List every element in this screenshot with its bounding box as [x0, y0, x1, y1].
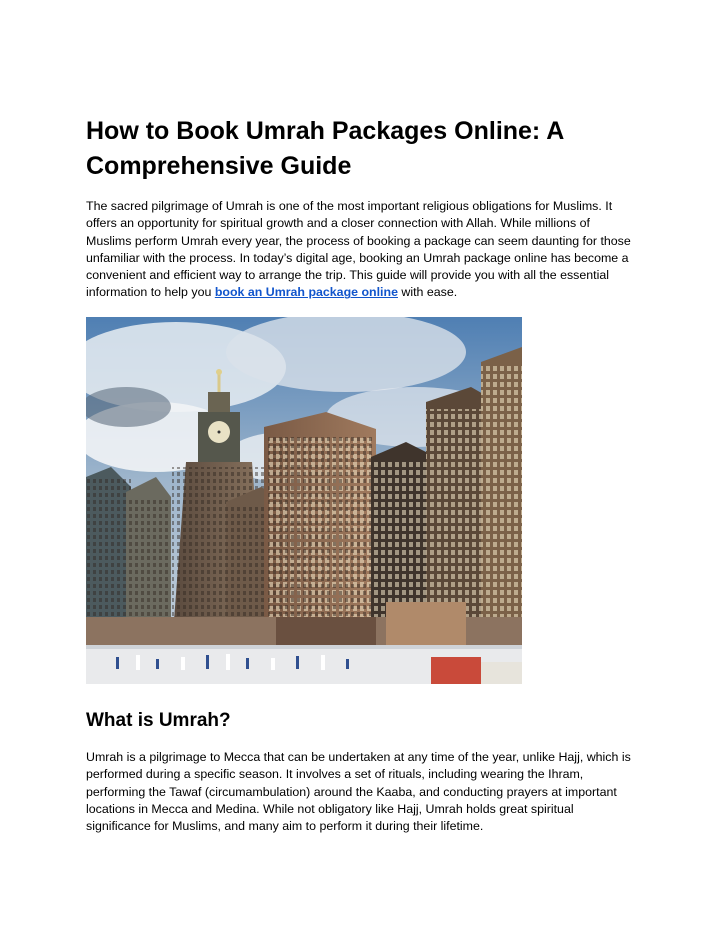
intro-text: The sacred pilgrimage of Umrah is one of the most important religious obligations for Muslims. It offers an opportunity for spiritual growth and a closer connection with Allah. While millions of Muslims perform Umrah every year, the process of booking a package can seem daunting for those unfamiliar with the process. In today’s digital age, booking an Umrah package online has become a convenient and efficient way to arrange the trip. This guide will provide you with all the essential information to help you	[86, 199, 631, 300]
page-title: How to Book Umrah Packages Online: A Comprehensive Guide	[86, 117, 564, 180]
intro-paragraph	[86, 198, 638, 302]
section-paragraph: Umrah is a pilgrimage to Mecca that can be undertaken at any time of the year, unlike Hajj, which is performed during a specific season. It involves a set of rituals, including wearing the Ihram, performing the Tawaf (circumambulation) around the Kaaba, and conducting prayers at important locations in Mecca and Medina. While not obligatory like Hajj, Umrah holds great spiritual significance for Muslims, and many aim to perform it during their lifetime.	[86, 750, 631, 834]
intro-text-end: with ease.	[397, 285, 458, 300]
book-umrah-package-link[interactable]: book an Umrah package online	[214, 285, 398, 300]
mecca-towers-photo	[86, 317, 522, 684]
section-heading: What is Umrah?	[86, 710, 231, 731]
